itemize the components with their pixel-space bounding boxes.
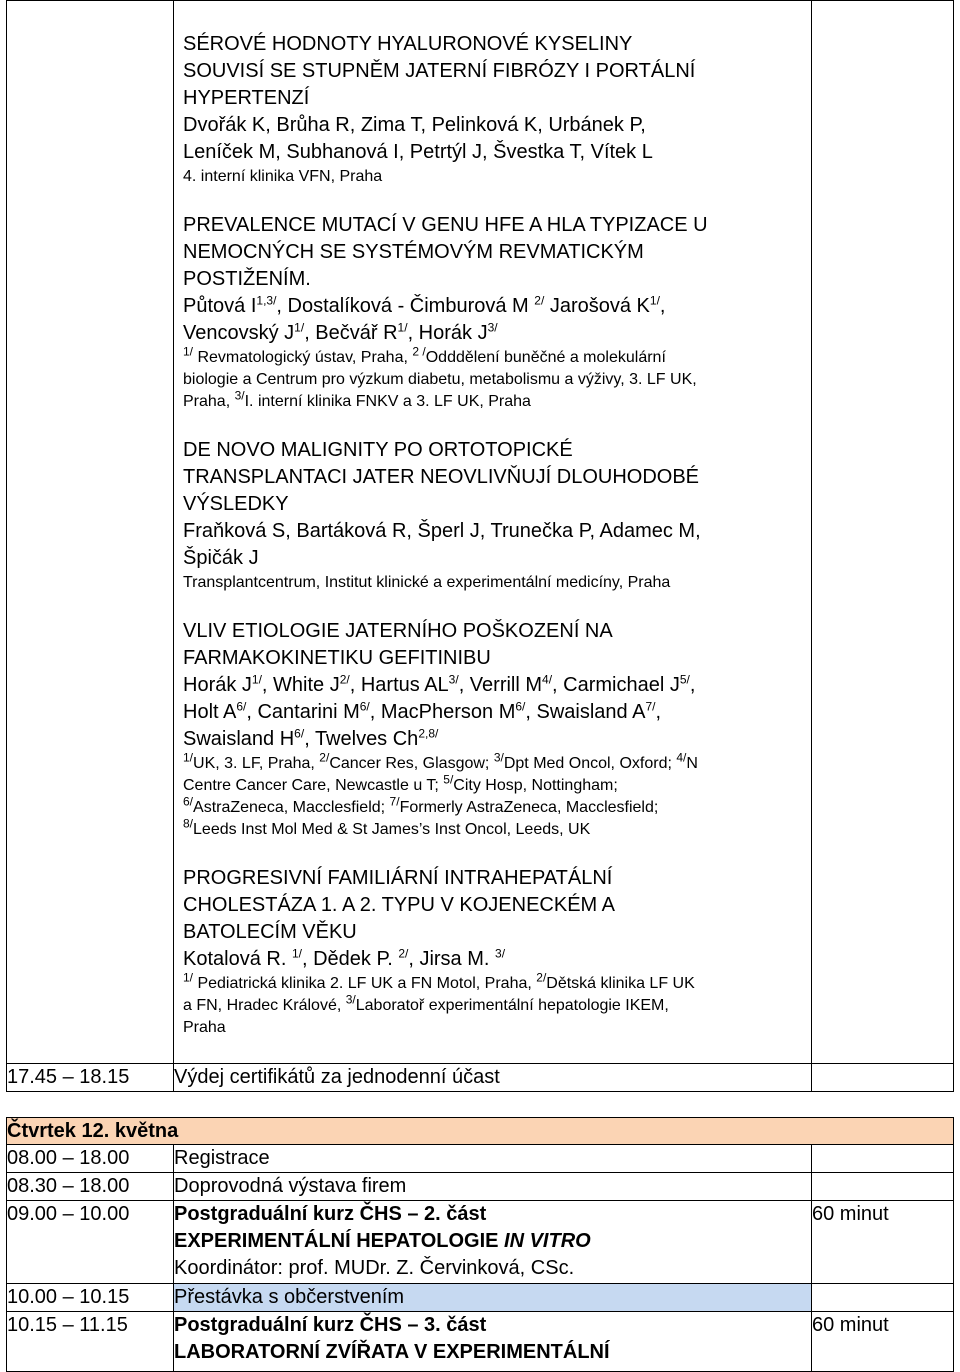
text-run: N: [686, 755, 698, 772]
schedule-text: Registrace: [174, 1145, 812, 1173]
text-run: Revmatologický ústav, Praha,: [193, 349, 413, 366]
text-run: Jarošová K: [544, 295, 650, 317]
programme-table: [6, 0, 954, 1372]
superscript-ref: 6/: [294, 726, 305, 741]
text-run: , Horák J: [407, 322, 488, 344]
course2-row: [7, 1201, 954, 1284]
superscript-ref: 6/: [183, 794, 194, 809]
break-row: [7, 1284, 954, 1312]
course3-row: [7, 1312, 954, 1372]
talk-title-line: PROGRESIVNÍ FAMILIÁRNÍ INTRAHEPATÁLNÍ: [183, 867, 613, 889]
text-run: Kotalová R.: [183, 948, 292, 970]
talk-affiliation-line: [183, 750, 803, 775]
superscript-ref: 2/: [319, 750, 330, 765]
text-run: Horák J: [183, 674, 252, 696]
text-run: City Hosp, Nottingham;: [453, 777, 618, 794]
talk-title-line: HYPERTENZÍ: [183, 87, 310, 109]
talk-authors-line: [183, 293, 803, 320]
talk-entry: [174, 212, 811, 413]
superscript-ref: 7/: [645, 699, 656, 714]
superscript-ref: 4/: [542, 672, 553, 687]
text-run: , Twelves Ch: [304, 728, 419, 750]
talk-authors-line: [183, 699, 803, 726]
superscript-ref: 1/: [294, 320, 305, 335]
talk-affiliation-line: [183, 388, 803, 413]
text-run: ,: [659, 295, 666, 317]
talk-affiliation: Transplantcentrum, Institut klinické a experimentální medicíny, Praha: [183, 574, 671, 591]
course2-subtitle: EXPERIMENTÁLNÍ HEPATOLOGIE IN VITRO: [174, 1230, 591, 1252]
text-run: Půtová I: [183, 295, 257, 317]
text-run: AstraZeneca, Macclesfield;: [193, 799, 390, 816]
break-time: 10.00 – 10.15: [7, 1284, 174, 1312]
superscript-ref: 3/: [495, 946, 506, 961]
course3-cell: [174, 1312, 812, 1372]
course2-cell: [174, 1201, 812, 1284]
superscript-ref: 1,3/: [256, 293, 277, 308]
text-run: Praha: [183, 1019, 226, 1036]
course3-subtitle: LABORATORNÍ ZVÍŘATA V EXPERIMENTÁLNÍ: [174, 1341, 610, 1363]
text-run: Cancer Res, Glasgow;: [329, 755, 494, 772]
superscript-ref: 3/: [493, 750, 504, 765]
break-text: Přestávka s občerstvením: [174, 1284, 812, 1312]
superscript-ref: 1/: [183, 970, 194, 985]
superscript-ref: 3/: [345, 992, 356, 1007]
course2-title: Postgraduální kurz ČHS – 2. část: [174, 1203, 487, 1225]
course2-duration: 60 minut: [812, 1201, 954, 1284]
text-run: Odddělení buněčné a molekulární: [425, 349, 666, 366]
time-cell-empty: [7, 1, 174, 1064]
talk-title-line: VÝSLEDKY: [183, 493, 289, 515]
text-run: Swaisland H: [183, 728, 295, 750]
text-run: UK, 3. LF, Praha,: [193, 755, 320, 772]
talk-title-line: VLIV ETIOLOGIE JATERNÍHO POŠKOZENÍ NA: [183, 620, 613, 642]
text-run: Pediatrická klinika 2. LF UK a FN Motol, Praha,: [193, 975, 537, 992]
course3-title: Postgraduální kurz ČHS – 3. část: [174, 1314, 487, 1336]
text-run: Dpt Med Oncol, Oxford;: [503, 755, 677, 772]
course2-time: 09.00 – 10.00: [7, 1201, 174, 1284]
schedule-time: 08.30 – 18.00: [7, 1173, 174, 1201]
text-run: I. interní klinika FNKV a 3. LF UK, Praha: [244, 393, 531, 410]
superscript-ref: 2/: [536, 970, 547, 985]
talk-affiliation-line: [183, 369, 803, 391]
superscript-ref: 7/: [389, 794, 400, 809]
talk-title-line: BATOLECÍM VĚKU: [183, 921, 357, 943]
talk-title-line: NEMOCNÝCH SE SYSTÉMOVÝM REVMATICKÝM: [183, 241, 644, 263]
superscript-ref: 5/: [679, 672, 690, 687]
talk-authors-line: [183, 726, 803, 753]
superscript-ref: 6/: [515, 699, 526, 714]
talk-affiliation-line: [183, 794, 803, 819]
talk-affiliation-line: [183, 816, 803, 841]
superscript-ref: 2/: [534, 293, 545, 308]
text-run: Centre Cancer Care, Newcastle u T;: [183, 777, 444, 794]
text-run: , Dědek P.: [301, 948, 399, 970]
superscript-ref: 5/: [443, 772, 454, 787]
talk-affiliation-line: [183, 992, 803, 1017]
certificates-text: Výdej certifikátů za jednodenní účast: [174, 1064, 812, 1092]
talk-authors-line: Fraňková S, Bartáková R, Šperl J, Trunečka P, Adamec M,: [183, 520, 701, 542]
text-run: Laboratoř experimentální hepatologie IKEM,: [355, 997, 669, 1014]
talk-affiliation-line: [183, 344, 803, 369]
spacer-row: [7, 1092, 954, 1118]
course2-coordinator: Koordinátor: prof. MUDr. Z. Červinková, CSc.: [174, 1257, 575, 1279]
superscript-ref: 1/: [183, 750, 194, 765]
text-run: a FN, Hradec Králové,: [183, 997, 346, 1014]
schedule-time: 08.00 – 18.00: [7, 1145, 174, 1173]
text-run: Formerly AstraZeneca, Macclesfield;: [399, 799, 659, 816]
text-run: , White J: [261, 674, 340, 696]
text-run: , Cantarini M: [246, 701, 360, 723]
talk-title-line: SOUVISÍ SE STUPNĚM JATERNÍ FIBRÓZY I PORTÁLNÍ: [183, 60, 696, 82]
superscript-ref: 1/: [183, 344, 194, 359]
day-header: Čtvrtek 12. května: [7, 1118, 954, 1145]
superscript-ref: 3/: [448, 672, 459, 687]
talk-affiliation-line: [183, 772, 803, 797]
text-run: biologie a Centrum pro výzkum diabetu, metabolismu a výživy, 3. LF UK,: [183, 371, 697, 388]
superscript-ref: 4/: [676, 750, 687, 765]
talk-title-line: CHOLESTÁZA 1. A 2. TYPU V KOJENECKÉM A: [183, 894, 616, 916]
superscript-ref: 3/: [234, 388, 245, 403]
talk-entry: [174, 865, 811, 1039]
superscript-ref: 2/: [339, 672, 350, 687]
talk-authors-line: Špičák J: [183, 547, 259, 569]
superscript-ref: 2 /: [412, 344, 426, 359]
talk-affiliation-line: [183, 1017, 803, 1039]
talk-affiliation-line: [183, 970, 803, 995]
text-run: , Jirsa M.: [408, 948, 496, 970]
superscript-ref: 8/: [183, 816, 194, 831]
text-run: , Bečvář R: [304, 322, 398, 344]
talks-list: [174, 1, 811, 1039]
talk-affiliation: 4. interní klinika VFN, Praha: [183, 168, 383, 185]
superscript-ref: 2,8/: [418, 726, 439, 741]
duration-cell-empty: [812, 1, 954, 1064]
text-run: Holt A: [183, 701, 237, 723]
superscript-ref: 1/: [291, 946, 302, 961]
talk-authors-line: [183, 946, 803, 973]
text-run: Leeds Inst Mol Med & St James’s Inst Oncol, Leeds, UK: [193, 821, 591, 838]
talk-authors-line: Leníček M, Subhanová I, Petrtýl J, Švestka T, Vítek L: [183, 141, 653, 163]
text-run: Vencovský J: [183, 322, 295, 344]
talk-entry: [174, 618, 811, 841]
talk-title-line: TRANSPLANTACI JATER NEOVLIVŇUJÍ DLOUHODOBÉ: [183, 466, 700, 488]
talk-authors-line: [183, 672, 803, 699]
talk-title-line: DE NOVO MALIGNITY PO ORTOTOPICKÉ: [183, 439, 573, 461]
schedule-row-registration: [7, 1145, 954, 1173]
day-header-row: [7, 1118, 954, 1145]
talk-entry: [174, 1, 811, 188]
course3-time: 10.15 – 11.15: [7, 1312, 174, 1372]
text-run: ,: [689, 674, 696, 696]
talk-title-line: SÉROVÉ HODNOTY HYALURONOVÉ KYSELINY: [183, 33, 633, 55]
superscript-ref: 1/: [397, 320, 408, 335]
superscript-ref: 2/: [398, 946, 409, 961]
text-run: , Hartus AL: [349, 674, 449, 696]
superscript-ref: 3/: [487, 320, 498, 335]
certificates-time: 17.45 – 18.15: [7, 1064, 174, 1092]
text-run: , Verrill M: [458, 674, 543, 696]
text-run: Dětská klinika LF UK: [546, 975, 695, 992]
text-run: , Carmichael J: [552, 674, 680, 696]
course3-duration: 60 minut: [812, 1312, 954, 1372]
talk-title-line: PREVALENCE MUTACÍ V GENU HFE A HLA TYPIZACE U: [183, 214, 708, 236]
text-run: , MacPherson M: [369, 701, 516, 723]
talk-title-line: POSTIŽENÍM.: [183, 268, 311, 290]
certificates-row: [7, 1064, 954, 1092]
superscript-ref: 6/: [236, 699, 247, 714]
talks-row: [7, 1, 954, 1064]
talk-entry: [174, 437, 811, 594]
text-run: ,: [655, 701, 662, 723]
superscript-ref: 6/: [359, 699, 370, 714]
talk-authors-line: Dvořák K, Brůha R, Zima T, Pelinková K, Urbánek P,: [183, 114, 646, 136]
talks-cell: [174, 1, 812, 1064]
text-run: Praha,: [183, 393, 235, 410]
text-run: , Dostalíková - Čimburová M: [276, 295, 535, 317]
text-run: , Swaisland A: [525, 701, 646, 723]
schedule-row-exhibition: [7, 1173, 954, 1201]
talk-title-line: FARMAKOKINETIKU GEFITINIBU: [183, 647, 491, 669]
superscript-ref: 1/: [649, 293, 660, 308]
schedule-text: Doprovodná výstava firem: [174, 1173, 812, 1201]
talk-authors-line: [183, 320, 803, 347]
superscript-ref: 1/: [251, 672, 262, 687]
